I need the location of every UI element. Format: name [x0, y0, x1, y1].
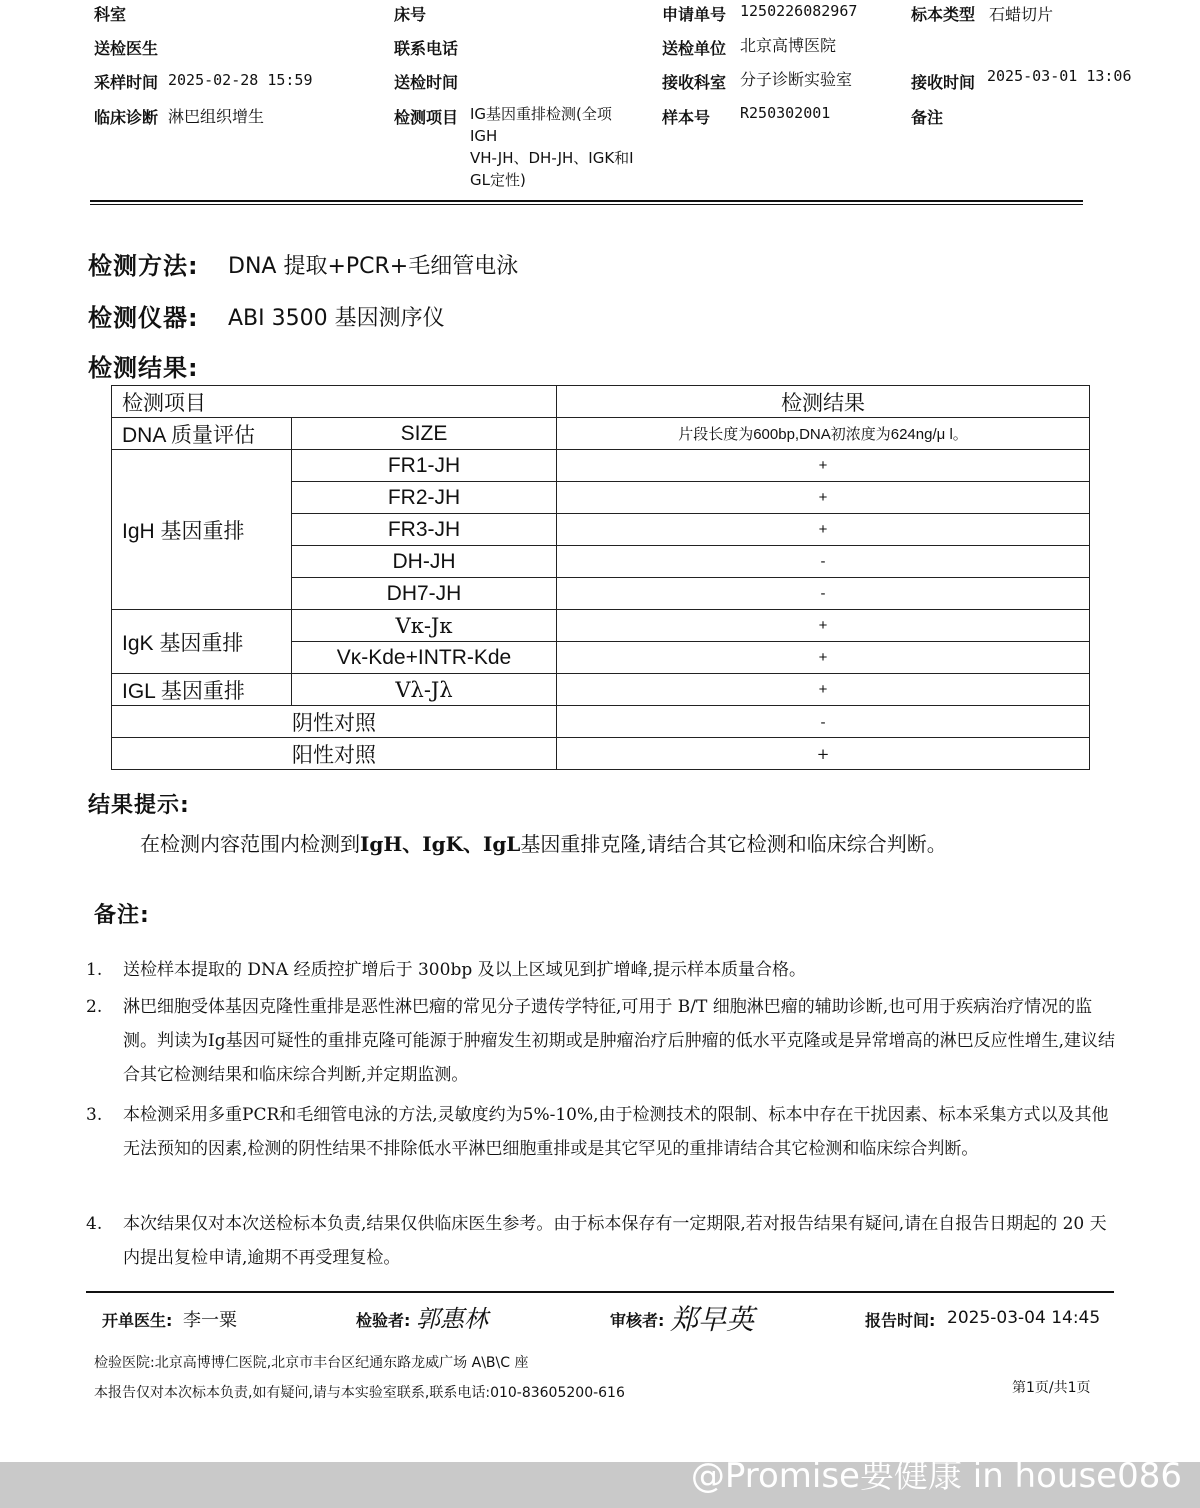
igh-item: FR3-JH: [292, 514, 557, 546]
col-item-header: 检测项目: [112, 386, 557, 418]
table-row: [112, 418, 1090, 450]
sample-no-value: R250302001: [740, 104, 831, 122]
sample-time-label: 采样时间: [94, 73, 159, 92]
note-text: 送检样本提取的 DNA 经质控扩增后于 300bp 及以上区域见到扩增峰,提示样本质量合格。: [123, 960, 807, 980]
conclusion-text: [140, 828, 947, 857]
positive-control-item: 阳性对照: [112, 738, 557, 770]
igh-result: +: [557, 482, 1090, 514]
dna-quality-item: SIZE: [292, 418, 557, 450]
request-no-value: 1250226082967: [740, 2, 858, 20]
igh-group: IgH 基因重排: [112, 450, 292, 610]
disclaimer-line: 本报告仅对本次标本负责,如有疑问,请与本实验室联系,联系电话:010-83605200-616: [94, 1385, 625, 1401]
igk-result: +: [557, 610, 1090, 642]
note-item: [86, 1098, 1121, 1200]
igh-item: DH-JH: [292, 546, 557, 578]
igl-group: IGL 基因重排: [112, 674, 292, 706]
ordering-doctor-value: 李一粟: [183, 1310, 237, 1331]
igl-item: Vλ-Jλ: [292, 674, 557, 706]
dna-quality-result: 片段长度为600bp,DNA初浓度为624ng/μ l。: [557, 418, 1090, 450]
remark-label: 备注: [911, 108, 944, 127]
table-row: [112, 738, 1090, 770]
report-time-value: 2025-03-04 14:45: [947, 1308, 1101, 1328]
test-item-line: VH-JH、DH-JH、IGK和I: [470, 149, 634, 167]
watermark-text: @Promise要健康 in house086: [690, 1456, 1182, 1496]
table-row: [112, 450, 1090, 482]
note-text: 本检测采用多重PCR和毛细管电泳的方法,灵敏度约为5%-10%,由于检测技术的限制、标本中存在干扰因素、标本采集方式以及其他无法预知的因素,检测的阴性结果不排除低水平淋巴细胞重排或是其它罕见的重排请结合其它检测和临床综合判断。: [123, 1105, 1109, 1159]
sample-time-value: 2025-02-28 15:59: [168, 71, 313, 89]
test-item-line: IGH: [470, 127, 498, 145]
note-text: 淋巴细胞受体基因克隆性重排是恶性淋巴瘤的常见分子遗传学特征,可用于 B/T 细胞淋巴瘤的辅助诊断,也可用于疾病治疗情况的监测。判读为Ig基因可疑性的重排克隆可能源于肿瘤发生初期或是肿瘤治疗后肿瘤的低水平克隆或是异常增高的淋巴反应性增生,建议结合其它检测结果和临床综合判断,并定期监测。: [123, 997, 1115, 1085]
request-no-label: 申请单号: [662, 5, 727, 24]
col-result-header: 检测结果: [557, 386, 1090, 418]
test-item-label: 检测项目: [394, 108, 459, 127]
igk-group: IgK 基因重排: [112, 610, 292, 674]
test-item-line: GL定性): [470, 171, 526, 189]
ordering-doctor-label: 开单医生:: [102, 1311, 173, 1330]
note-number: 4.: [86, 1214, 103, 1234]
igk-result: +: [557, 642, 1090, 674]
diagnosis-label: 临床诊断: [94, 108, 159, 127]
table-row: [112, 610, 1090, 642]
igh-item: FR1-JH: [292, 450, 557, 482]
specimen-type-label: 标本类型: [911, 5, 976, 24]
hospital-line: 检验医院:北京高博博仁医院,北京市丰台区纪通东路龙威广场 A\B\C 座: [94, 1355, 529, 1371]
conclusion-bold: IgH、IgK、IgL: [360, 832, 521, 856]
negative-control-item: 阴性对照: [112, 706, 557, 738]
note-text: 本次结果仅对本次送检标本负责,结果仅供临床医生参考。由于标本保存有一定期限,若对报告结果有疑问,请在自报告日期起的 20 天内提出复检申请,逾期不再受理复检。: [123, 1214, 1107, 1268]
recv-time-label: 接收时间: [911, 73, 976, 92]
report-time-label: 报告时间:: [865, 1311, 936, 1330]
table-row: [112, 674, 1090, 706]
results-label: 检测结果:: [88, 354, 199, 382]
test-item-value: [470, 103, 634, 191]
igk-item: Vκ-Kde+INTR-Kde: [292, 642, 557, 674]
positive-control-result: +: [557, 738, 1090, 770]
conclusion-label: 结果提示:: [88, 793, 190, 818]
igh-result: +: [557, 450, 1090, 482]
igh-item: FR2-JH: [292, 482, 557, 514]
negative-control-result: -: [557, 706, 1090, 738]
note-number: 2.: [86, 997, 103, 1017]
send-time-label: 送检时间: [394, 73, 459, 92]
igh-result: -: [557, 546, 1090, 578]
tester-label: 检验者:: [356, 1311, 411, 1330]
note-item: [86, 1207, 1121, 1275]
table-header-row: [112, 386, 1090, 418]
igl-result: +: [557, 674, 1090, 706]
doctor-label: 送检医生: [94, 39, 159, 58]
bed-label: 床号: [394, 5, 427, 24]
notes-label: 备注:: [94, 903, 150, 928]
note-item: [86, 990, 1121, 1092]
method-label: 检测方法:: [88, 252, 199, 280]
igk-item: Vκ-Jκ: [292, 610, 557, 642]
note-item: [86, 953, 1121, 987]
dept-label: 科室: [94, 5, 127, 24]
header-divider-top: [90, 200, 1083, 202]
specimen-type-value: 石蜡切片: [989, 5, 1054, 24]
instrument-label: 检测仪器:: [88, 304, 199, 332]
reviewer-signature: 郑早英: [670, 1303, 755, 1336]
note-number: 1.: [86, 960, 103, 980]
conclusion-pre: 在检测内容范围内检测到: [140, 832, 360, 856]
page-info: 第1页/共1页: [1012, 1380, 1091, 1396]
igh-item: DH7-JH: [292, 578, 557, 610]
tester-signature: 郭惠林: [416, 1305, 488, 1333]
phone-label: 联系电话: [394, 39, 459, 58]
recv-dept-value: 分子诊断实验室: [740, 70, 853, 89]
instrument-value: ABI 3500 基因测序仪: [228, 306, 445, 331]
dna-quality-group: DNA 质量评估: [112, 418, 292, 450]
conclusion-post: 基因重排克隆,请结合其它检测和临床综合判断。: [520, 832, 947, 856]
unit-label: 送检单位: [662, 39, 727, 58]
recv-time-value: 2025-03-01 13:06: [987, 67, 1132, 85]
table-row: [112, 706, 1090, 738]
igh-result: +: [557, 514, 1090, 546]
unit-value: 北京高博医院: [740, 36, 837, 55]
igh-result: -: [557, 578, 1090, 610]
reviewer-label: 审核者:: [610, 1311, 665, 1330]
footer-divider: [86, 1291, 1114, 1293]
results-table: [111, 385, 1090, 770]
test-item-line: IG基因重排检测(全项: [470, 105, 612, 123]
method-value: DNA 提取+PCR+毛细管电泳: [228, 254, 519, 279]
note-number: 3.: [86, 1105, 103, 1125]
header-divider-bottom: [90, 204, 1083, 205]
diagnosis-value: 淋巴组织增生: [168, 107, 265, 126]
sample-no-label: 样本号: [662, 108, 711, 127]
recv-dept-label: 接收科室: [662, 73, 727, 92]
